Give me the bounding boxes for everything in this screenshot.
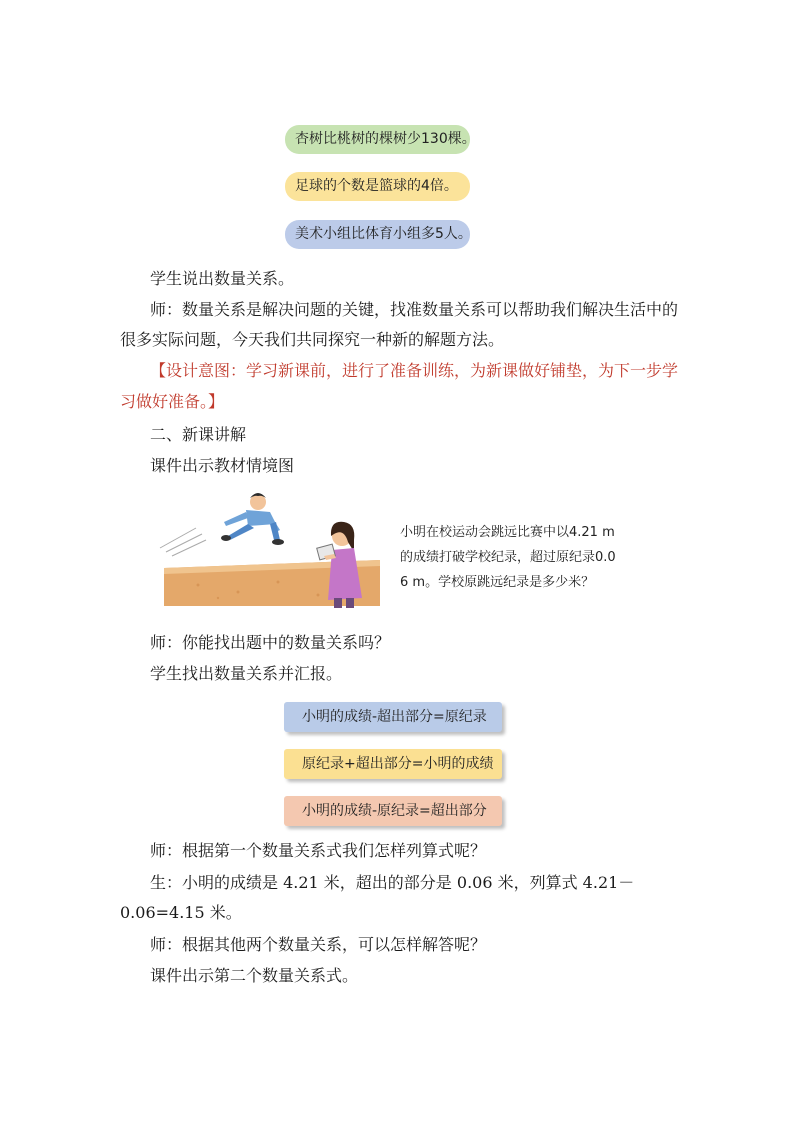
paragraph-teacher-question-1: 师：你能找出题中的数量关系吗？ xyxy=(150,633,391,652)
paragraph-teacher-intro-2: 很多实际问题，今天我们共同探究一种新的解题方法。 xyxy=(120,330,505,349)
problem-line-2: 的成绩打破学校纪录，超过原纪录0.0 xyxy=(400,550,616,565)
long-jump-illustration xyxy=(158,490,380,615)
paragraph-teacher-question-2: 师：根据第一个数量关系式我们怎样列算式呢？ xyxy=(150,841,487,860)
relation-box-1: 小明的成绩-超出部分=原纪录 xyxy=(284,702,502,732)
paragraph-student-answer-2: 0.06=4.15 米。 xyxy=(120,903,242,922)
paragraph-courseware-second: 课件出示第二个数量关系式。 xyxy=(150,966,359,985)
design-intent-line-2: 习做好准备。】 xyxy=(120,392,225,411)
design-intent-line-1: 【设计意图：学习新课前，进行了准备训练，为新课做好铺垫，为下一步学 xyxy=(150,361,679,380)
paragraph-student-report: 学生找出数量关系并汇报。 xyxy=(150,664,343,683)
paragraph-student-relations: 学生说出数量关系。 xyxy=(150,269,295,288)
relation-pill-art-group: 美术小组比体育小组多5人。 xyxy=(285,220,470,249)
relation-pill-apricot: 杏树比桃树的棵树少130棵。 xyxy=(285,125,470,154)
paragraph-teacher-question-3: 师：根据其他两个数量关系，可以怎样解答呢？ xyxy=(150,935,487,954)
paragraph-teacher-intro-1: 师：数量关系是解决问题的关键，找准数量关系可以帮助我们解决生活中的 xyxy=(150,300,679,319)
problem-text xyxy=(400,520,650,595)
relation-box-2: 原纪录+超出部分=小明的成绩 xyxy=(284,749,502,779)
paragraph-student-answer-1: 生：小明的成绩是 4.21 米，超出的部分是 0.06 米，列算式 4.21－ xyxy=(150,873,635,892)
relation-box-3: 小明的成绩-原纪录=超出部分 xyxy=(284,796,502,826)
relation-pill-football: 足球的个数是篮球的4倍。 xyxy=(285,172,470,201)
problem-line-1: 小明在校运动会跳远比赛中以4.21 m xyxy=(400,525,615,540)
paragraph-courseware-image: 课件出示教材情境图 xyxy=(150,456,295,475)
section-heading-new-lesson: 二、新课讲解 xyxy=(150,425,247,444)
problem-line-3: 6 m。学校原跳远纪录是多少米？ xyxy=(400,575,595,590)
